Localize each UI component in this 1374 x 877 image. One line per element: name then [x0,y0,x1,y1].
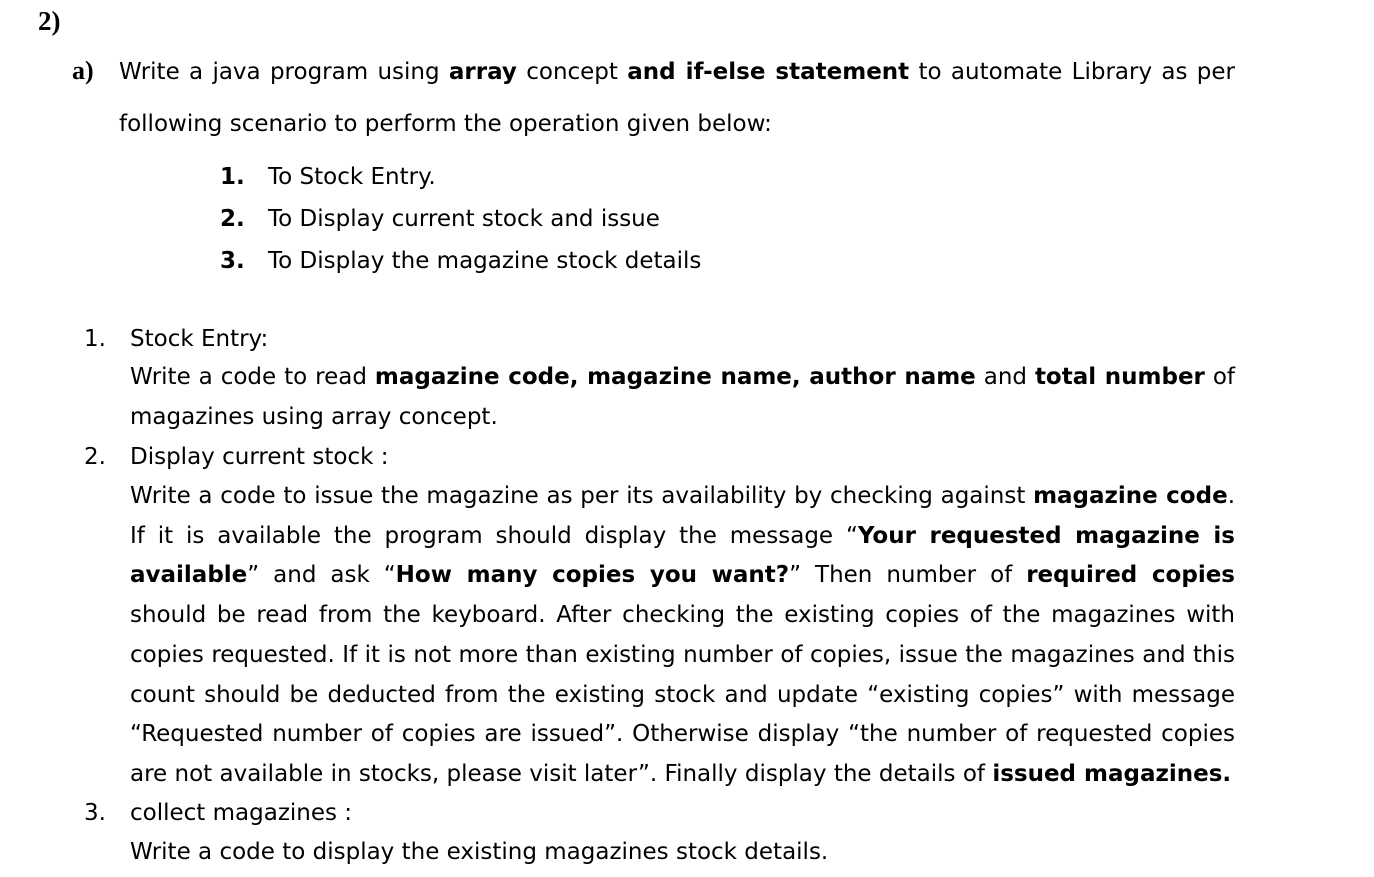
body-text: Write a code to read [130,364,375,390]
body-text: . If it is available the program should display the message “ [130,483,1235,549]
part-intro-text [119,46,1235,150]
body-bold: magazine code, magazine name, author name [374,364,976,390]
intro-bold-array: array [448,59,517,85]
section-number: 1. [84,326,106,352]
section-body [130,358,1235,437]
intro-bold-if-else: and if-else statement [627,59,910,85]
body-text: and [975,364,1035,390]
question-number: 2) [38,6,61,36]
body-text: Write a code to issue the magazine as per its availability by checking against [130,483,1034,509]
body-bold: Your requested magazine is available [130,522,1235,589]
operation-number: 2. [220,206,245,232]
body-bold: total number [1034,364,1205,390]
operation-item [220,198,701,240]
section-title: collect magazines : [130,800,353,826]
operation-number: 1. [220,164,245,190]
body-bold: magazine code [1033,483,1228,509]
section-title: Display current stock : [130,444,389,470]
section-number: 3. [84,800,106,826]
operation-text: To Display current stock and issue [268,206,660,232]
section-body [130,477,1235,795]
body-text: ” and ask “ [247,562,396,589]
body-text: of magazines using array concept. [130,364,1235,430]
section-body [130,833,1235,873]
section-number: 2. [84,444,106,470]
part-label: a) [72,56,94,85]
operations-list [220,156,701,282]
body-text: ” Then number of [789,562,1027,589]
operation-item [220,156,701,198]
intro-text-2: concept [516,59,628,85]
intro-text-1: Write a java program using [119,59,449,85]
body-text: Write a code to display the existing magazines stock details. [130,839,829,865]
operation-item [220,240,701,282]
body-bold: required copies [1026,562,1235,589]
operation-number: 3. [220,248,245,274]
operation-text: To Stock Entry. [268,164,436,190]
operation-text: To Display the magazine stock details [268,248,702,274]
body-text: should be read from the keyboard. After checking the existing copies of the magazines with copies requested. If it is not more than existing number of copies, issue the magazines and this count should be deducted from the existing stock and update “existing copies” with message “Requested number of copies are issued”. Otherwise display “the number of requested copies are not available in stocks, please visit later”. Finally display the details of [130,602,1235,787]
body-bold: issued magazines. [992,760,1232,787]
section-title: Stock Entry: [130,326,269,352]
intro-text-3: to automate Library as per following scenario to perform the operation given below: [119,59,1235,137]
body-bold: How many copies you want? [395,562,790,589]
